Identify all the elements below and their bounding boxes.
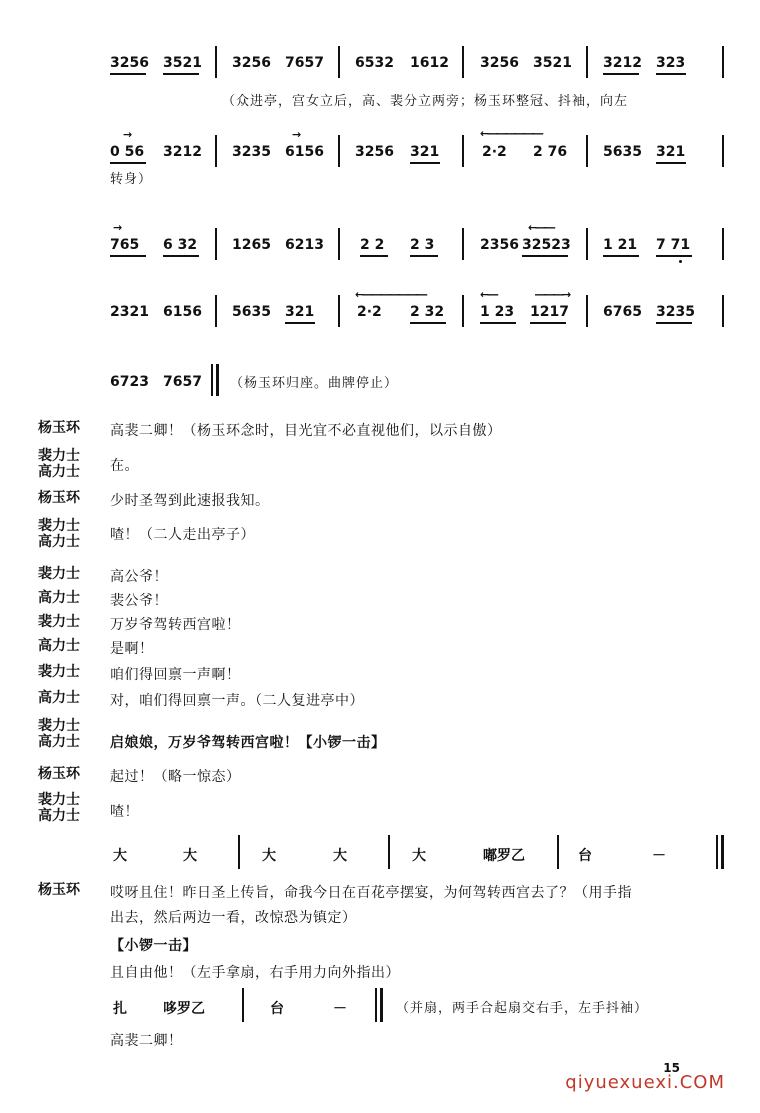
note-group: 6213 xyxy=(285,237,324,253)
note-group: 5635 xyxy=(603,144,642,160)
note-group: 5635 xyxy=(232,304,271,320)
underline xyxy=(163,73,199,75)
stage-direction: 转身） xyxy=(110,172,153,187)
note-group: 323 xyxy=(656,55,686,71)
dialogue-line: 在。 xyxy=(110,458,139,474)
barline xyxy=(375,988,377,1022)
stage-direction: （杨玉环归座。曲牌停止） xyxy=(230,376,399,391)
underline xyxy=(656,322,692,324)
barline xyxy=(722,46,724,78)
barline xyxy=(586,46,588,78)
note-group: 6765 xyxy=(603,304,642,320)
note-group: 2 32 xyxy=(410,304,445,320)
dialogue-line: 高裴二卿！ xyxy=(110,1033,183,1049)
barline xyxy=(338,46,340,78)
speaker: 裴力士 xyxy=(38,566,80,582)
underline xyxy=(603,255,639,257)
barline xyxy=(586,228,588,260)
perc-beat: 大 xyxy=(183,848,197,864)
barline xyxy=(722,135,724,167)
note-group: 6 32 xyxy=(163,237,198,253)
note-group: 6723 xyxy=(110,374,149,390)
note-group: 6156 xyxy=(163,304,202,320)
stage-direction: （众进亭，宫女立后，高、裴分立两旁；杨玉环整冠、抖袖，向左 xyxy=(222,94,629,109)
arrow-icon: → xyxy=(292,128,302,141)
note-group: 1217 xyxy=(530,304,569,320)
speaker: 杨玉环 xyxy=(38,420,80,436)
note-group: 3256 xyxy=(480,55,519,71)
barline xyxy=(338,135,340,167)
underline xyxy=(285,322,315,324)
arrow-icon: → xyxy=(123,128,133,141)
note-group: 765 xyxy=(110,237,140,253)
perc-beat: 大 xyxy=(113,848,127,864)
note-group: 321 xyxy=(656,144,686,160)
speaker: 杨玉环 xyxy=(38,882,80,898)
underline xyxy=(410,162,440,164)
note-group: 3235 xyxy=(656,304,695,320)
arrow-icon: → xyxy=(113,221,123,234)
underline xyxy=(110,162,146,164)
note-group: 32523 xyxy=(522,237,571,253)
barline xyxy=(215,295,217,327)
note-group: 7657 xyxy=(285,55,324,71)
dialogue-line: 起过！（略一惊态） xyxy=(110,769,241,785)
note-group: 1 23 xyxy=(480,304,515,320)
underline xyxy=(603,73,639,75)
barline xyxy=(586,295,588,327)
note-group: 3521 xyxy=(163,55,202,71)
underline xyxy=(522,255,568,257)
dialogue-line: 哎呀且住！昨日圣上传旨，命我今日在百花亭摆宴，为何驾转西宫去了？（用手指 xyxy=(110,885,632,901)
speaker: 高力士 xyxy=(38,638,80,654)
note-group: 7 71 xyxy=(656,237,691,253)
perc-beat: － xyxy=(652,848,666,864)
barline xyxy=(215,46,217,78)
note-group: 6156 xyxy=(285,144,324,160)
perc-beat: － xyxy=(333,1001,347,1017)
dialogue-line: 喳！ xyxy=(110,804,139,820)
perc-beat: 哆罗乙 xyxy=(163,1001,205,1017)
barline xyxy=(722,295,724,327)
dialogue-line: 且自由他！（左手拿扇，右手用力向外指出） xyxy=(110,965,400,981)
underline xyxy=(110,255,146,257)
note-group: 3521 xyxy=(533,55,572,71)
dialogue-line: 万岁爷驾转西宫啦！ xyxy=(110,617,241,633)
note-group: 2·2 xyxy=(357,304,382,320)
barline xyxy=(388,835,390,869)
speaker: 高力士 xyxy=(38,690,80,706)
perc-beat: 台 xyxy=(270,1001,284,1017)
dialogue-line: 少时圣驾到此速报我知。 xyxy=(110,493,270,509)
barline xyxy=(211,364,213,396)
underline xyxy=(163,255,199,257)
speaker: 裴力士 高力士 xyxy=(38,718,80,750)
dialogue-line: 咱们得回禀一声啊！ xyxy=(110,667,241,683)
underline xyxy=(360,255,388,257)
underline xyxy=(410,322,446,324)
note-group: 1265 xyxy=(232,237,271,253)
perc-beat: 台 xyxy=(578,848,592,864)
barline xyxy=(215,228,217,260)
barline xyxy=(586,135,588,167)
perc-beat: 大 xyxy=(262,848,276,864)
note-group: 2 76 xyxy=(533,144,568,160)
note-group: 2 3 xyxy=(410,237,435,253)
barline xyxy=(338,228,340,260)
dialogue-line: 高公爷！ xyxy=(110,569,168,585)
note-group: 3212 xyxy=(163,144,202,160)
dialogue-line: 高裴二卿！（杨玉环念时，目光宜不必直视他们，以示自傲） xyxy=(110,423,502,439)
note-group: 7657 xyxy=(163,374,202,390)
arrow-icon: ←― xyxy=(480,288,497,301)
barline xyxy=(462,295,464,327)
underline xyxy=(410,255,438,257)
barline xyxy=(238,835,240,869)
underline xyxy=(656,162,686,164)
note-group: 3212 xyxy=(603,55,642,71)
note-group: 0 56 xyxy=(110,144,145,160)
dialogue-line: 裴公爷！ xyxy=(110,593,168,609)
underline xyxy=(656,255,692,257)
final-barline xyxy=(721,835,724,869)
arrow-icon: ―――→ xyxy=(535,288,570,301)
speaker: 裴力士 高力士 xyxy=(38,792,80,824)
speaker: 裴力士 xyxy=(38,614,80,630)
speaker: 杨玉环 xyxy=(38,766,80,782)
dialogue-line: 启娘娘，万岁爷驾转西宫啦！【小锣一击】 xyxy=(110,735,386,751)
barline xyxy=(716,835,718,869)
note-group: 321 xyxy=(285,304,315,320)
arrow-icon: ←―― xyxy=(528,221,554,234)
barline xyxy=(722,228,724,260)
note-group: 2356 xyxy=(480,237,519,253)
dialogue-line: 喳！（二人走出亭子） xyxy=(110,527,255,543)
note-group: 3256 xyxy=(355,144,394,160)
note-group: 3256 xyxy=(110,55,149,71)
speaker: 高力士 xyxy=(38,590,80,606)
final-barline xyxy=(216,364,219,396)
perc-beat: 扎 xyxy=(113,1001,127,1017)
underline xyxy=(110,73,146,75)
note-group: 3235 xyxy=(232,144,271,160)
barline xyxy=(462,135,464,167)
speaker: 裴力士 高力士 xyxy=(38,518,80,550)
barline xyxy=(242,988,244,1022)
perc-beat: 大 xyxy=(412,848,426,864)
watermark: qiyuexuexi.COM xyxy=(565,1072,725,1093)
arrow-icon: ←――――――― xyxy=(355,288,426,301)
low-octave-dot xyxy=(679,260,682,263)
note-group: 2 2 xyxy=(360,237,385,253)
note-group: 2321 xyxy=(110,304,149,320)
final-barline xyxy=(380,988,383,1022)
note-group: 321 xyxy=(410,144,440,160)
perc-beat: 嘟罗乙 xyxy=(483,848,525,864)
speaker: 裴力士 xyxy=(38,664,80,680)
note-group: 1 21 xyxy=(603,237,638,253)
speaker: 裴力士 高力士 xyxy=(38,448,80,480)
note-group: 2·2 xyxy=(482,144,507,160)
note-group: 6532 xyxy=(355,55,394,71)
dialogue-line: 是啊！ xyxy=(110,641,154,657)
gong-cue: 【小锣一击】 xyxy=(110,938,197,954)
dialogue-line: 对，咱们得回禀一声。（二人复进亭中） xyxy=(110,693,364,709)
speaker: 杨玉环 xyxy=(38,490,80,506)
arrow-icon: ←―――――― xyxy=(480,127,542,140)
underline xyxy=(656,73,686,75)
underline xyxy=(530,322,566,324)
barline xyxy=(338,295,340,327)
barline xyxy=(557,835,559,869)
perc-beat: 大 xyxy=(333,848,347,864)
stage-direction: （并扇，两手合起扇交右手，左手抖袖） xyxy=(396,1001,649,1016)
barline xyxy=(215,135,217,167)
barline xyxy=(462,228,464,260)
barline xyxy=(462,46,464,78)
page-number: 15 xyxy=(663,1061,680,1075)
note-group: 3256 xyxy=(232,55,271,71)
underline xyxy=(480,322,516,324)
note-group: 1612 xyxy=(410,55,449,71)
dialogue-line: 出去，然后两边一看，改惊恐为镇定） xyxy=(110,910,357,926)
